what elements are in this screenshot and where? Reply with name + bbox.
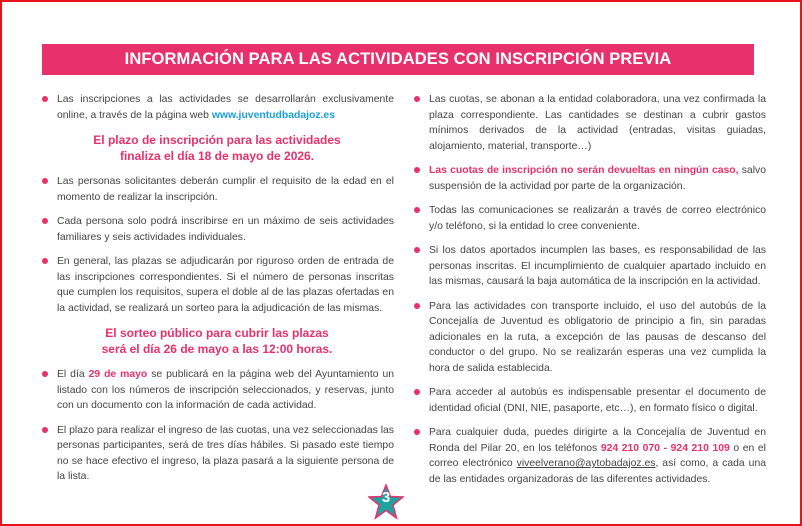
bullet-icon [42, 96, 48, 102]
draw-highlight: El sorteo público para cubrir las plazas será el día 26 de mayo a las 12:00 horas. [101, 326, 333, 356]
website-link[interactable]: www.juventudbadajoz.es [211, 109, 335, 121]
list-item: En general, las plazas se adjudicarán por riguroso orden de entrada de las inscripciones correspondientes. Si el número de personas inscritas que cumplen los requisitos, supera el doble al de las plazas ofertadas en la actividad, se realizará un sorteo para la adjudicación de las mismas. [40, 254, 394, 316]
bullet-icon [414, 96, 420, 102]
refund-warning: Las cuotas de inscripción no serán devueltas en ningún caso, [429, 165, 739, 176]
publication-date: 29 de mayo [88, 369, 148, 380]
list-item: Si los datos aportados incumplen las bases, es responsabilidad de las personas inscritas. El incumplimiento de cualquier apartado incluido en las mismas, causará la baja automática de la inscripción en la actividad. [412, 243, 766, 290]
list-item: Las cuotas de inscripción no serán devueltas en ningún caso, salvo suspensión de la actividad por parte de la organización. [412, 163, 766, 194]
bullet-icon [42, 427, 48, 433]
email-link[interactable]: viveelverano@aytobadajoz.es [516, 458, 656, 469]
bullet-icon [42, 371, 48, 377]
bullet-icon [414, 389, 420, 395]
right-column [412, 92, 766, 496]
list-item: Las inscripciones a las actividades se desarrollarán exclusivamente online, a través de la página web www.juventudbadajoz.es [40, 92, 394, 123]
bullet-icon [42, 178, 48, 184]
bullet-icon [414, 303, 420, 309]
bullet-icon [414, 207, 420, 213]
list-item: El plazo para realizar el ingreso de las cuotas, una vez seleccionadas las personas participantes, será de tres días hábiles. Si pasado este tiempo no se hace efectivo el ingreso, la plaza pasará a la siguiente persona de la lista. [40, 423, 394, 485]
bullet-icon [42, 258, 48, 264]
deadline-highlight: El plazo de inscripción para las actividades finaliza el día 18 de mayo de 2026. [93, 133, 341, 163]
page-number: 3 [381, 489, 391, 506]
list-item: Las cuotas, se abonan a la entidad colaboradora, una vez confirmada la plaza correspondiente. Las cantidades se destinan a cubrir gastos mínimos derivados de la actividad (entradas, visitas guiadas, alojamiento, material, transporte…) [412, 92, 766, 154]
bullet-icon [414, 429, 420, 435]
section-title: INFORMACIÓN PARA LAS ACTIVIDADES CON INSCRIPCIÓN PREVIA [42, 44, 754, 75]
list-item: Cada persona solo podrá inscribirse en un máximo de seis actividades familiares y seis actividades individuales. [40, 214, 394, 245]
list-item: El día 29 de mayo se publicará en la página web del Ayuntamiento un listado con los números de inscripción seleccionados, y reservas, junto con un documento con la información de cada actividad. [40, 367, 394, 414]
list-item: Las personas solicitantes deberán cumplir el requisito de la edad en el momento de realizar la inscripción. [40, 174, 394, 205]
list-item: Para acceder al autobús es indispensable presentar el documento de identidad oficial (DNI, NIE, pasaporte, etc…), en formato físico o digital. [412, 385, 766, 416]
list-item: Para cualquier duda, puedes dirigirte a la Concejalía de Juventud en Ronda del Pilar 20, en los teléfonos 924 210 070 - 924 210 109 o en el correo electrónico viveelverano@aytobadajoz.es, así como, a cada una de las entidades organizadoras de las diferentes actividades. [412, 425, 766, 487]
list-item: Todas las comunicaciones se realizarán a través de correo electrónico y/o teléfono, si la entidad lo cree conveniente. [412, 203, 766, 234]
bullet-icon [42, 218, 48, 224]
left-column [40, 92, 394, 494]
phone-numbers: 924 210 070 - 924 210 109 [600, 442, 730, 454]
bullet-icon [414, 167, 420, 173]
bullet-icon [414, 247, 420, 253]
list-item: Para las actividades con transporte incluido, el uso del autobús de la Concejalía de Juventud es obligatorio de principio a fin, sin paradas adicionales en la ruta, a excepción de las pausas de descanso del conductor o del grupo. No se realizarán esperas una vez cumplida la hora de salida establecida. [412, 299, 766, 377]
